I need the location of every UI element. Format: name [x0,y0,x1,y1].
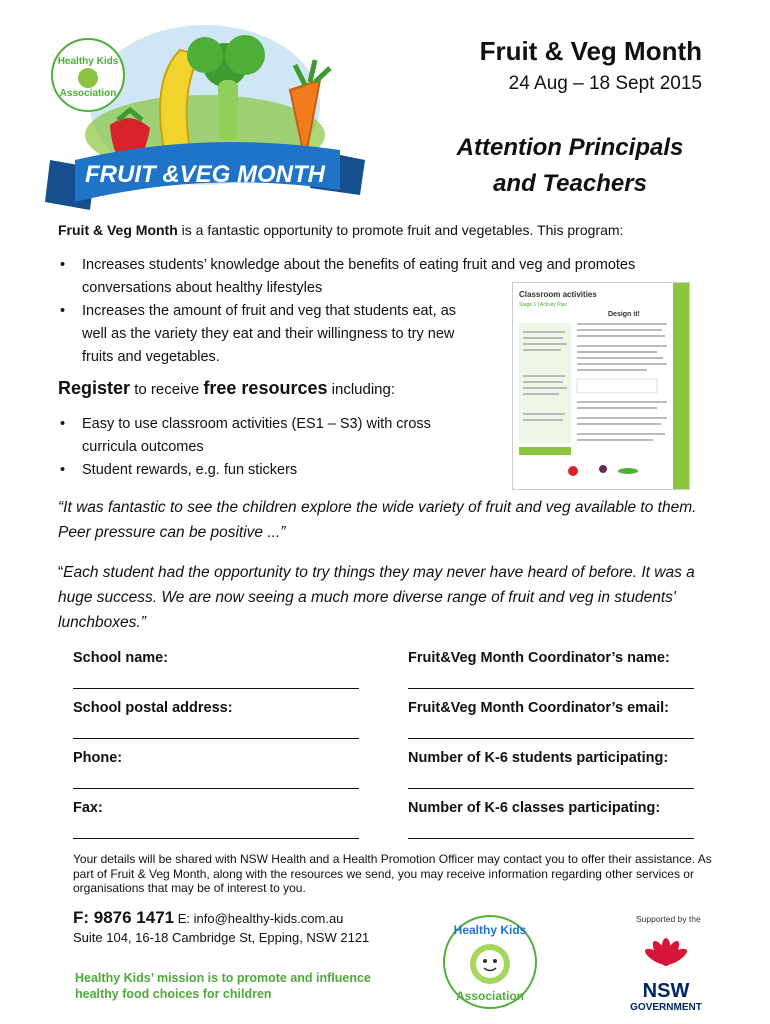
resources-list [58,413,478,482]
school-address-field[interactable] [73,738,359,739]
attention-heading [420,130,720,202]
intro-paragraph [58,222,738,238]
svg-text:Association: Association [455,989,525,1003]
worksheet-subheading: Stage 1 | Activity Plan [519,302,568,308]
worksheet-heading: Classroom activities [519,290,597,299]
email-address[interactable]: E: info@healthy-kids.com.au [174,911,344,926]
worksheet-design: Design it! [608,311,640,318]
school-address-label: School postal address: [73,700,233,716]
government-text: GOVERNMENT [630,1002,702,1013]
list-item: • Student rewards, e.g. fun stickers [58,459,478,482]
register-text-end: including: [327,381,396,398]
fax-field[interactable] [73,838,359,839]
list-item: • Increases the amount of fruit and veg that students eat, as well as the variety they eat and their willingness to try new fruits and vegetables. [58,300,482,369]
fruit-veg-month-logo [40,10,370,215]
healthy-kids-logo [440,912,540,1012]
event-dates: 24 Aug – 18 Sept 2015 [508,73,702,94]
supported-by-text: Supported by the [636,914,701,924]
postal-address: Suite 104, 16-18 Cambridge St, Epping, NSW 2121 [73,930,370,945]
classroom-activity-thumbnail [512,282,690,490]
svg-text:Healthy Kids: Healthy Kids [453,923,527,937]
register-text: to receive [130,381,204,398]
contact-line [73,908,343,928]
mission-statement: Healthy Kids’ mission is to promote and influence healthy food choices for children [75,971,371,1001]
attention-line-1: Attention Principals [456,134,684,161]
privacy-disclaimer: Your details will be shared with NSW Health and a Health Promotion Officer may contact you to offer their assistance. As part of Fruit & Veg Month, along with the resources we send, you may receive information regarding other services or organisations that may be of interest to you. [73,852,712,895]
quote-text: Each student had the opportunity to try things they may never have heard of before. It was a huge success. We are now seeing a much more diverse range of fruit and veg in students' lunchboxes.” [58,564,695,631]
register-line [58,378,395,399]
students-count-field[interactable] [408,788,694,789]
school-name-label: School name: [73,650,169,666]
intro-bold: Fruit & Veg Month [58,222,178,238]
coordinator-email-label: Fruit&Veg Month Coordinator’s email: [408,700,670,716]
school-name-field[interactable] [73,688,359,689]
quote-open-mark: “ [58,564,64,581]
list-item: • Increases students’ knowledge about the benefits of eating fruit and veg and promotes conversations about healthy lifestyles [58,254,688,300]
testimonial-quote-2 [58,560,718,635]
attention-line-2: and Teachers [493,170,647,197]
classes-count-label: Number of K-6 classes participating: [408,800,661,816]
intro-text: is a fantastic opportunity to promote fruit and vegetables. This program: [177,222,624,238]
register-word: Register [58,378,131,398]
svg-text:Association: Association [59,88,117,99]
phone-label: Phone: [73,750,123,766]
banner-text: FRUIT &VEG MONTH [85,161,325,188]
fax-label: Fax: [73,800,103,816]
free-resources: free resources [203,378,328,398]
coordinator-email-field[interactable] [408,738,694,739]
coordinator-name-field[interactable] [408,688,694,689]
classes-count-field[interactable] [408,838,694,839]
testimonial-quote-1: “It was fantastic to see the children explore the wide variety of fruit and veg available to them. Peer pressure can be positive ...” [58,499,697,541]
nsw-government-logo [628,930,704,1014]
list-item: • Easy to use classroom activities (ES1 – S3) with cross curricula outcomes [58,413,478,459]
page-title: Fruit & Veg Month [479,36,702,66]
nsw-text: NSW [642,980,690,1002]
students-count-label: Number of K-6 students participating: [408,750,669,766]
fax-number: F: 9876 1471 [73,908,175,927]
coordinator-name-label: Fruit&Veg Month Coordinator’s name: [408,650,670,666]
phone-field[interactable] [73,788,359,789]
svg-text:Healthy Kids: Healthy Kids [57,56,119,67]
